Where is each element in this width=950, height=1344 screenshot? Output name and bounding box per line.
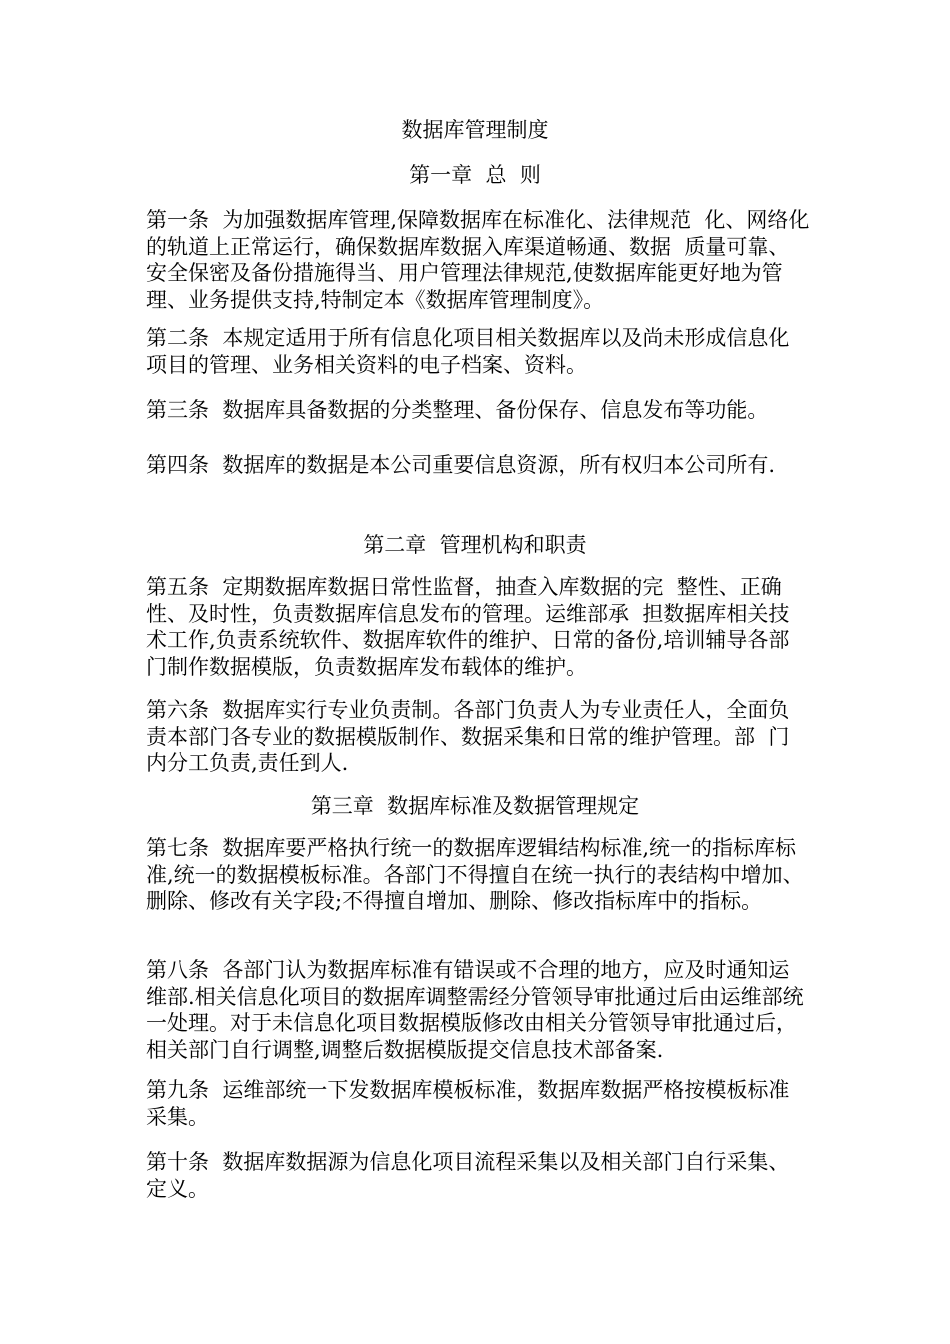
chapter-heading: 第一章 总 则 (409, 163, 541, 187)
article-paragraph: 第一条 为加强数据库管理,保障数据库在标准化、法律规范 化、网络化的轨道上正常运行，确保数据库数据入库渠道畅通、数据 质量可靠、安全保密及备份措施得当、用户管理法律规范,使数据库能更好地为管理、业务提供支持,特制定本《数据库管理制度》。 (146, 208, 810, 312)
article-paragraph: 第五条 定期数据库数据日常性监督，抽查入库数据的完 整性、正确性、及时性，负责数据库信息发布的管理。运维部承 担数据库相关技术工作,负责系统软件、数据库软件的维护、日常的备份,培训辅导各部门制作数据模版，负责数据库发布载体的维护。 (146, 575, 790, 679)
article-paragraph: 第二条 本规定适用于所有信息化项目相关数据库以及尚未形成信息化项目的管理、业务相关资料的电子档案、资料。 (146, 326, 790, 377)
article-paragraph: 第八条 各部门认为数据库标准有错误或不合理的地方，应及时通知运维部.相关信息化项目的数据库调整需经分管领导审批通过后由运维部统一处理。对于未信息化项目数据模版修改由相关分管领导审批通过后，相关部门自行调整,调整后数据模版提交信息技术部备案. (146, 958, 804, 1062)
article-paragraph: 第三条 数据库具备数据的分类整理、备份保存、信息发布等功能。 (146, 398, 769, 422)
chapter-heading: 第三章 数据库标准及数据管理规定 (310, 794, 640, 818)
article-paragraph: 第四条 数据库的数据是本公司重要信息资源，所有权归本公司所有. (146, 453, 776, 477)
chapter-heading: 第二章 管理机构和职责 (363, 533, 587, 557)
article-paragraph: 第九条 运维部统一下发数据库模板标准，数据库数据严格按模板标准采集。 (146, 1078, 790, 1129)
article-paragraph: 第七条 数据库要严格执行统一的数据库逻辑结构标准,统一的指标库标准,统一的数据模板标准。各部门不得擅自在统一执行的表结构中增加、删除、修改有关字段;不得擅自增加、删除、修改指标库中的指标。 (146, 836, 804, 913)
article-paragraph: 第六条 数据库实行专业负责制。各部门负责人为专业责任人，全面负责本部门各专业的数据模版制作、数据采集和日常的维护管理。部 门内分工负责,责任到人. (146, 698, 790, 775)
document-title: 数据库管理制度 (401, 118, 549, 142)
article-paragraph: 第十条 数据库数据源为信息化项目流程采集以及相关部门自行采集、定义。 (146, 1150, 790, 1201)
